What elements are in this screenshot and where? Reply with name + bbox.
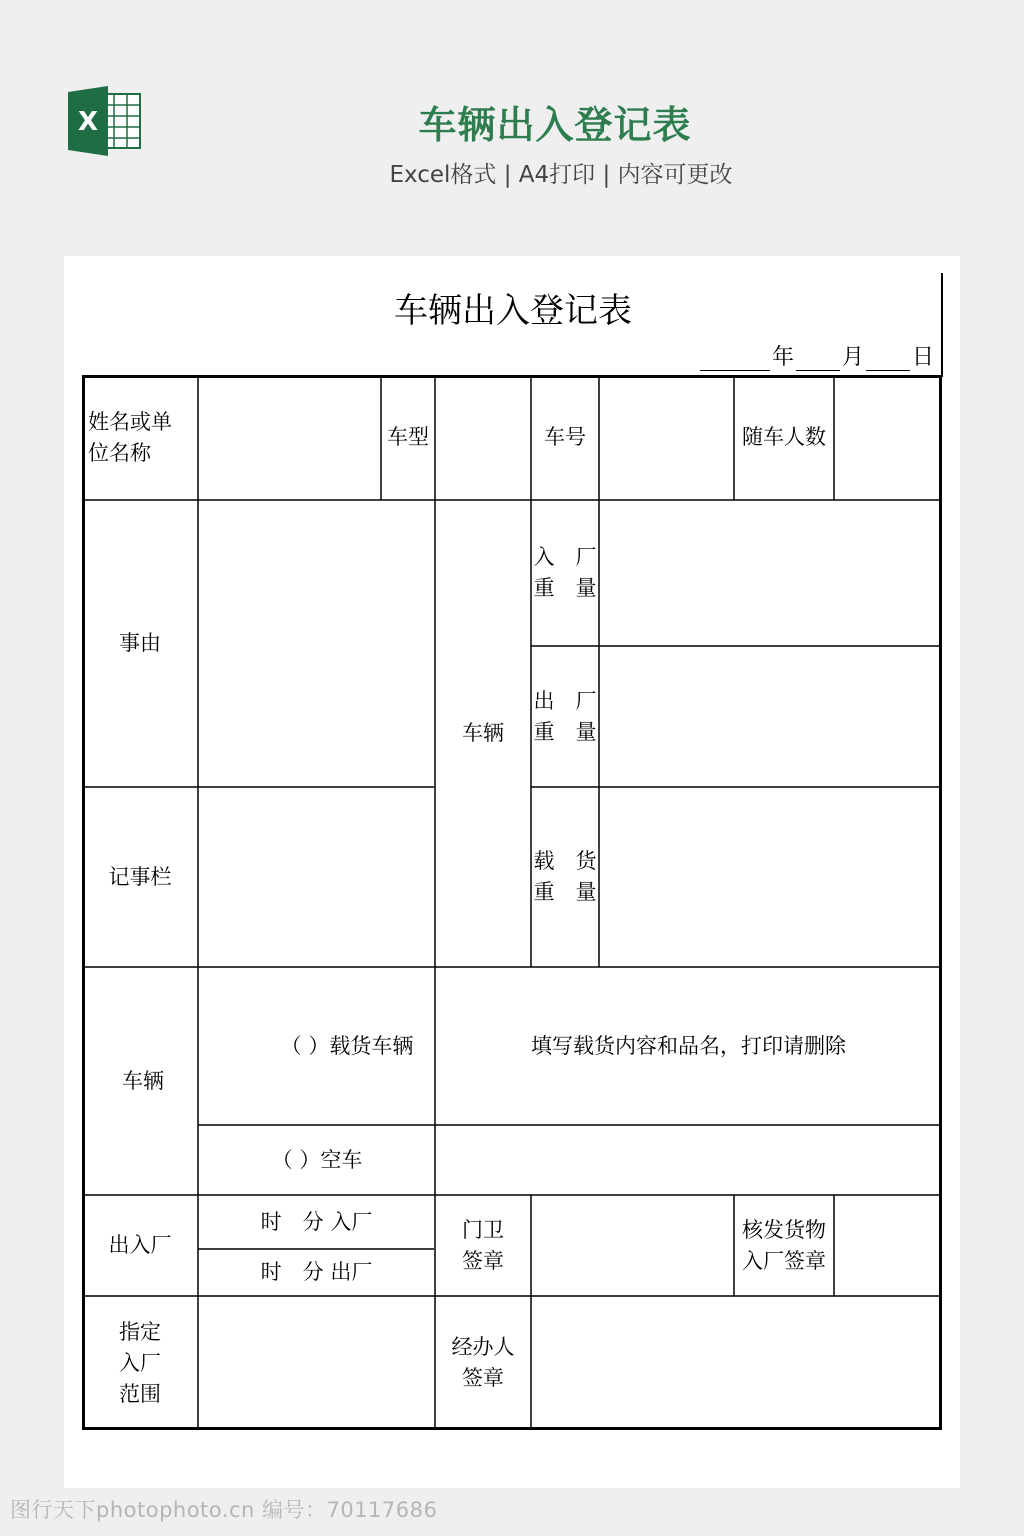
- year-label: 年: [772, 345, 795, 370]
- guard-line1: 门卫: [462, 1217, 504, 1242]
- guard-signature-input-cell[interactable]: [531, 1195, 734, 1296]
- guard-signature-label: [435, 1195, 531, 1296]
- registration-table: [82, 375, 942, 1430]
- excel-letter: X: [77, 107, 99, 137]
- page-title: 车辆出入登记表: [418, 103, 692, 147]
- load-weight-line1: 载 货: [533, 849, 597, 873]
- entry-weight-line1: 入 厂: [533, 545, 597, 569]
- watermark: 图行天下photophoto.cn 编号：70117686: [10, 1498, 438, 1522]
- guard-line2: 签章: [462, 1248, 504, 1273]
- plate-number-input-cell[interactable]: [599, 375, 734, 500]
- entry-weight-line2: 重 量: [533, 576, 597, 600]
- loaded-vehicle-option[interactable]: （ ）载货车辆: [280, 1033, 414, 1058]
- load-weight-label: [531, 787, 599, 967]
- name-label-line2: 位名称: [88, 440, 151, 465]
- in-out-label: 出入厂: [108, 1233, 172, 1257]
- day-label: 日: [912, 345, 935, 370]
- empty-vehicle-input-cell[interactable]: [435, 1125, 942, 1195]
- entry-weight-label: [531, 500, 599, 646]
- entry-time-cell[interactable]: 时 分 入厂: [260, 1209, 373, 1234]
- vehicle-type-label: 车型: [387, 425, 429, 449]
- handler-line1: 经办人: [451, 1335, 515, 1359]
- range-input-cell[interactable]: [198, 1296, 435, 1430]
- name-input-cell[interactable]: [198, 375, 381, 500]
- date-line: [700, 340, 936, 371]
- name-label-line1: 姓名或单: [88, 409, 172, 434]
- cargo-line2: 入厂签章: [742, 1248, 826, 1273]
- exit-weight-label: [531, 646, 599, 787]
- vehicle-type-input-cell[interactable]: [435, 375, 531, 500]
- reason-input-cell[interactable]: [198, 500, 435, 787]
- passenger-count-label: 随车人数: [742, 425, 826, 449]
- cargo-description-cell[interactable]: 填写载货内容和品名，打印请删除: [531, 1033, 846, 1058]
- exit-weight-line2: 重 量: [533, 719, 597, 744]
- handler-signature-label: [435, 1296, 531, 1430]
- entry-weight-input-cell[interactable]: [599, 500, 942, 646]
- vehicle-side-label: 车辆: [462, 721, 504, 745]
- day-blank[interactable]: [866, 346, 910, 371]
- range-line1: 指定: [119, 1319, 161, 1344]
- range-line2: 入厂: [119, 1350, 161, 1375]
- page-subtitle: Excel格式 | A4打印 | 内容可更改: [389, 162, 733, 188]
- load-weight-input-cell[interactable]: [599, 787, 942, 967]
- year-blank[interactable]: [700, 346, 770, 371]
- exit-time-cell[interactable]: 时 分 出厂: [260, 1260, 373, 1284]
- notes-input-cell[interactable]: [198, 787, 435, 967]
- cargo-signature-input-cell[interactable]: [834, 1195, 942, 1296]
- handler-line2: 签章: [462, 1366, 504, 1390]
- name-label: [82, 375, 198, 500]
- range-line3: 范围: [119, 1381, 161, 1406]
- plate-number-label: 车号: [544, 425, 586, 449]
- month-label: 月: [842, 345, 865, 370]
- document-title: 车辆出入登记表: [394, 291, 632, 331]
- notes-label: 记事栏: [108, 864, 172, 889]
- cargo-line1: 核发货物: [742, 1217, 826, 1242]
- load-weight-line2: 重 量: [533, 880, 597, 904]
- empty-vehicle-option[interactable]: （ ）空车: [271, 1147, 363, 1172]
- exit-weight-line1: 出 厂: [533, 688, 597, 713]
- passenger-count-input-cell[interactable]: [834, 375, 942, 500]
- vehicle-status-label: 车辆: [122, 1068, 164, 1093]
- reason-label: 事由: [119, 631, 161, 655]
- range-label: [82, 1296, 198, 1430]
- handler-signature-input-cell[interactable]: [531, 1296, 942, 1430]
- cargo-signature-label: [734, 1195, 834, 1296]
- exit-weight-input-cell[interactable]: [599, 646, 942, 787]
- month-blank[interactable]: [796, 346, 840, 371]
